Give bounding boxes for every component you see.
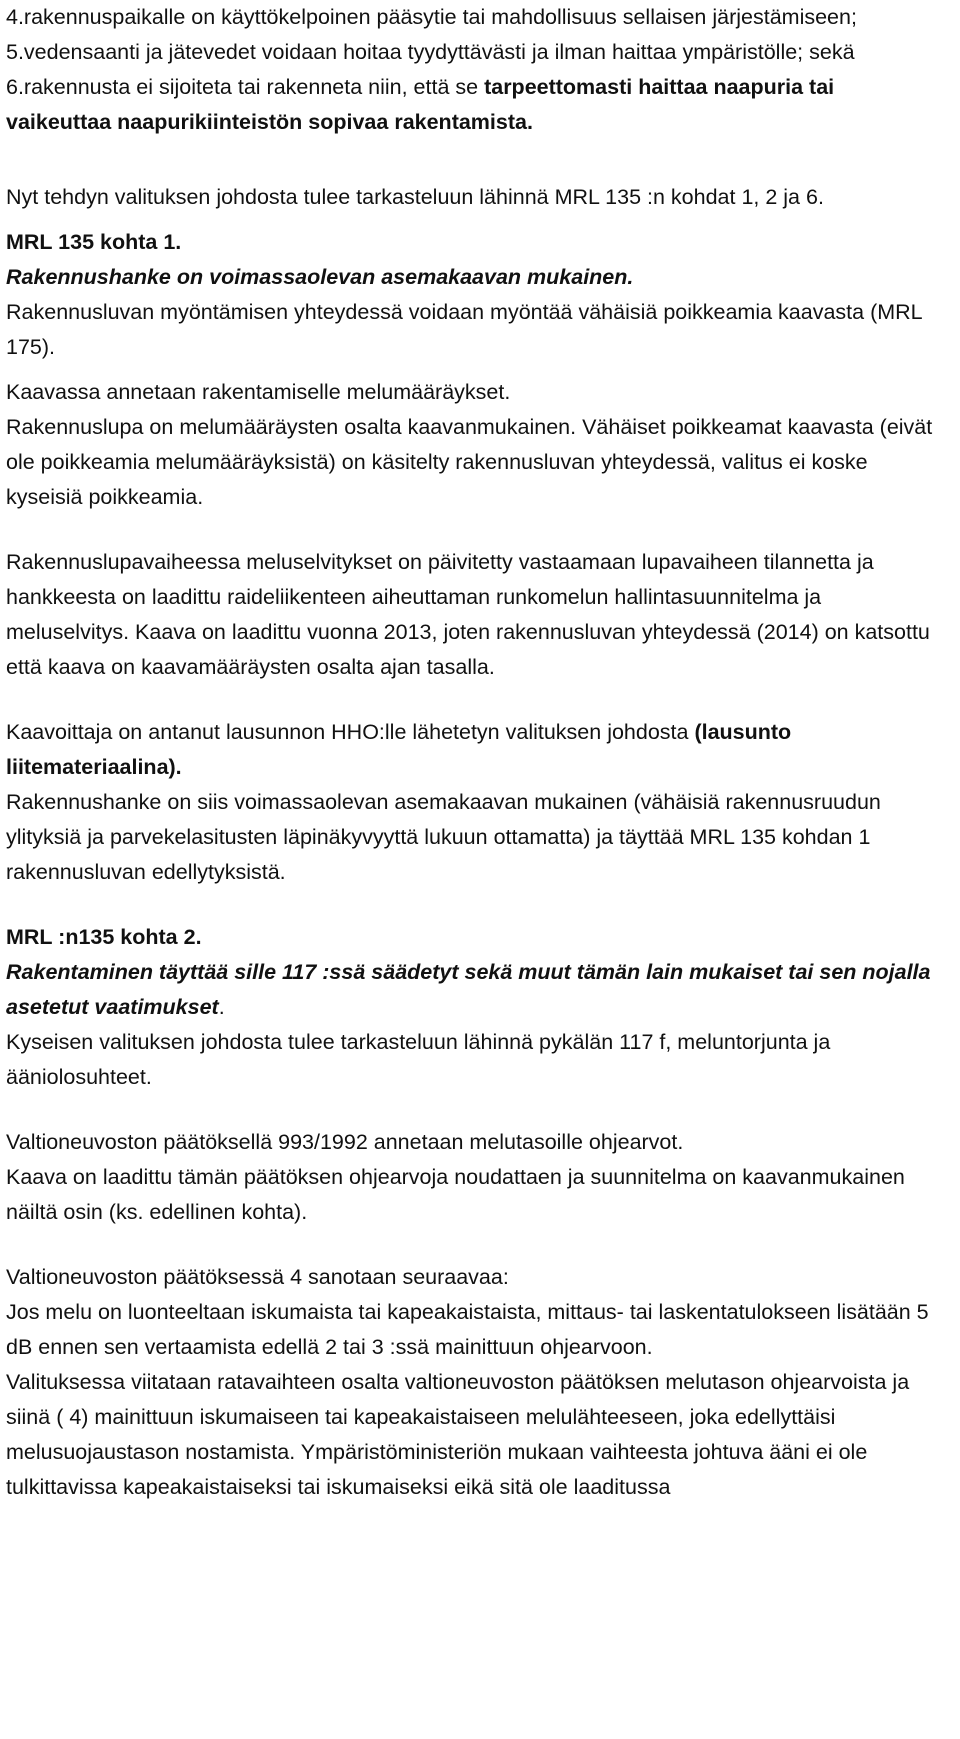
section-1-text: Rakennusluvan myöntämisen yhteydessä voidaan myöntää vähäisiä poikkeamia kaavasta (MRL 175). [6, 300, 922, 359]
section-1-heading: MRL 135 kohta 1. [6, 230, 182, 254]
intro-paragraph: Nyt tehdyn valituksen johdosta tulee tarkasteluun lähinnä MRL 135 :n kohdat 1, 2 ja 6. [6, 185, 824, 209]
section-2-subheading [6, 955, 942, 1025]
list-item-6 [6, 70, 942, 140]
planner-statement-text: Kaavoittaja on antanut lausunnon HHO:lle lähetetyn valituksen johdosta [6, 720, 695, 744]
list-item-6-bold: tarpeettomasti haittaa naapuria tai vaikeuttaa naapurikiinteistön sopivaa rakentamista. [6, 75, 835, 134]
list-item-6-text: 6.rakennusta ei sijoiteta tai rakenneta niin, että se [6, 75, 485, 99]
planner-statement-bold: (lausunto liitemateriaalina). [6, 720, 792, 779]
noise-regulation-paragraph: Kaavassa annetaan rakentamiselle melumääräykset. [6, 380, 511, 404]
section-1-subheading: Rakennushanke on voimassaolevan asemakaavan mukainen. [6, 265, 634, 289]
list-item-4: 4.rakennuspaikalle on käyttökelpoinen pääsytie tai mahdollisuus sellaisen järjestämiseen; [6, 5, 857, 29]
permit-compliance-paragraph: Rakennuslupa on melumääräysten osalta kaavanmukainen. Vähäiset poikkeamat kaavasta (eivät ole poikkeamia melumääräyksistä) on käsitelty rakennusluvan yhteydessä, valitus ei koske kyseisiä poikkeamia. [6, 415, 933, 509]
list-item-5: 5.vedensaanti ja jätevedet voidaan hoitaa tyydyttävästi ja ilman haittaa ympäristölle; sekä [6, 40, 855, 64]
decision-quote: Jos melu on luonteeltaan iskumaista tai kapeakaistaista, mittaus- tai laskentatulokseen lisätään 5 dB ennen sen vertaamista edellä 2 tai 3 :ssä mainittuun ohjearvoon. [6, 1300, 929, 1359]
section-2-heading: MRL :n135 kohta 2. [6, 925, 202, 949]
section-2-subheading-end: . [218, 995, 225, 1019]
noise-survey-paragraph: Rakennuslupavaiheessa meluselvitykset on päivitetty vastaamaan lupavaiheen tilannetta ja hankkeesta on laadittu raideliikenteen aiheuttaman runkomelun hallintasuunnitelma ja meluselvitys. Kaava on laadittu vuonna 2013, joten rakennusluvan yhteydessä (2014) on katsottu että kaava on kaavamääräysten osalta ajan tasalla. [6, 550, 930, 679]
planner-statement-paragraph [6, 715, 942, 785]
conclusion-paragraph: Rakennushanke on siis voimassaolevan asemakaavan mukainen (vähäisiä rakennusruudun ylityksiä ja parvekelasitusten läpinäkyvyyttä lukuun ottamatta) ja täyttää MRL 135 kohdan 1 rakennusluvan edellytyksistä. [6, 790, 881, 884]
guideline-paragraph: Valtioneuvoston päätöksellä 993/1992 annetaan melutasoille ohjearvot. [6, 1130, 684, 1154]
section-2-text: Kyseisen valituksen johdosta tulee tarkasteluun lähinnä pykälän 117 f, meluntorjunta ja ääniolosuhteet. [6, 1030, 831, 1089]
plan-guideline-paragraph: Kaava on laadittu tämän päätöksen ohjearvoja noudattaen ja suunnitelma on kaavanmukainen näiltä osin (ks. edellinen kohta). [6, 1165, 905, 1224]
decision-quote-intro: Valtioneuvoston päätöksessä 4 sanotaan seuraavaa: [6, 1265, 509, 1289]
section-2-subheading-text: Rakentaminen täyttää sille 117 :ssä säädetyt sekä muut tämän lain mukaiset tai sen nojalla asetetut vaatimukset [6, 960, 931, 1019]
appeal-reference-paragraph: Valituksessa viitataan ratavaihteen osalta valtioneuvoston päätöksen melutason ohjearvoista ja siinä ( 4) mainittuun iskumaiseen tai kapeakaistaiseen melulähteeseen, joka edellyttäisi melusuojaustason nostamista. Ympäristöministeriön mukaan vaihteesta johtuva ääni ei ole tulkittavissa kapeakaistaiseksi tai iskumaiseksi eikä sitä ole laaditussa [6, 1370, 910, 1499]
